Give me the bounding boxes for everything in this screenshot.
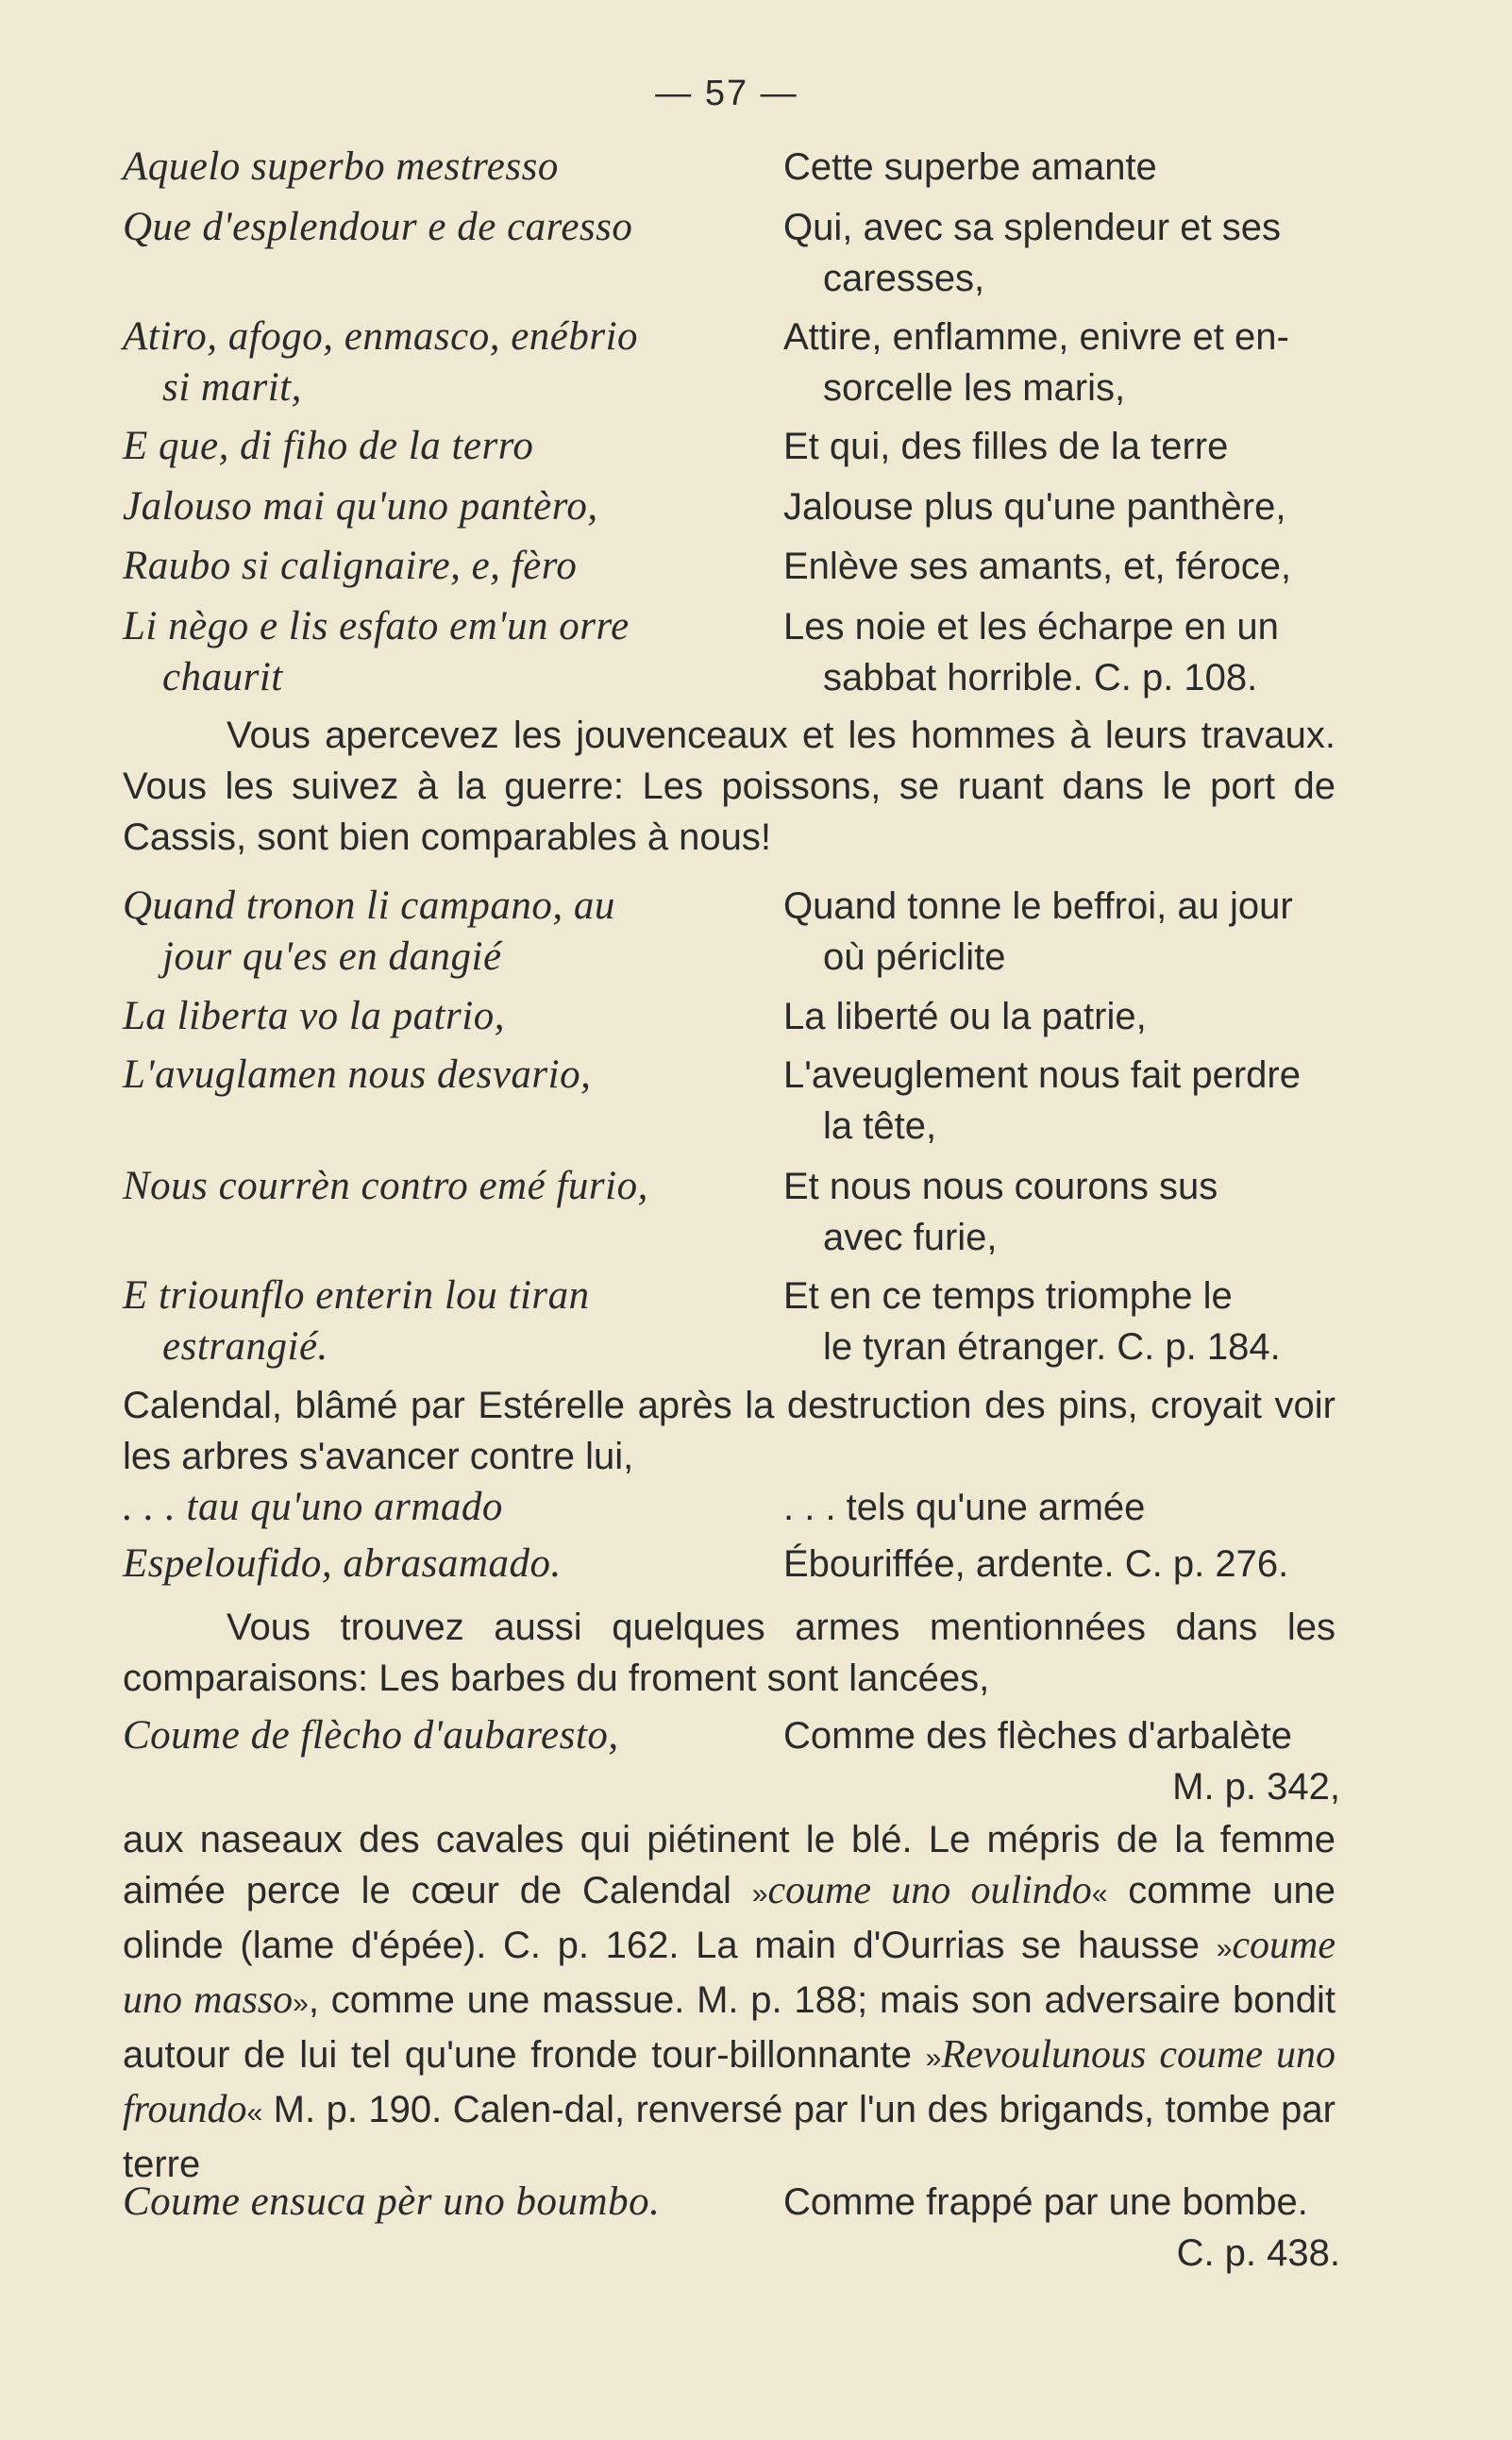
verse-pair <box>123 601 1340 703</box>
prose-paragraph: aux naseaux des cavales qui piétinent le blé. Le mépris de la femme aimée perce le cœur de Calendal »coume uno oulindo« comme une olinde (lame d'épée). C. p. 162. La main d'Ourrias se hausse »coume uno masso», comme une massue. M. p. 188; mais son adversaire bondit autour de lui tel qu'une fronde tour-billonnante »Revoulunous coume uno froundo« M. p. 190. Calen-dal, renversé par l'un des brigands, tombe par terre <box>123 1819 1336 2185</box>
french-translation: Quand tonne le beffroi, au jour où périclite <box>783 885 1293 978</box>
provencal-verse: Espeloufido, abrasamado. <box>123 1541 562 1586</box>
provencal-verse: Coume ensuca pèr uno boumbo. <box>123 2179 661 2224</box>
provencal-verse: Que d'esplendour e de caresso <box>123 205 633 249</box>
provencal-verse: Jalouso mai qu'uno pantèro, <box>123 484 598 529</box>
french-translation: Cette superbe amante <box>783 146 1157 188</box>
verse-pair <box>123 991 1340 1042</box>
prose-paragraph: Vous trouvez aussi quelques armes mentionnées dans les comparaisons: Les barbes du froment sont lancées, <box>123 1607 1336 1699</box>
french-translation: Comme frappé par une bombe. C. p. 438. <box>783 2177 1340 2279</box>
provencal-verse: E triounflo enterin lou tiran estrangié. <box>123 1273 590 1369</box>
provencal-verse: Aquelo superbo mestresso <box>123 144 559 189</box>
provencal-verse: Nous courrèn contro emé furio, <box>123 1164 648 1208</box>
verse-pair <box>123 541 1340 592</box>
provencal-verse: L'avuglamen nous desvario, <box>123 1052 592 1097</box>
provencal-verse: . . . tau qu'uno armado <box>123 1485 503 1529</box>
provencal-verse: La liberta vo la patrio, <box>123 994 505 1038</box>
verse-pair <box>123 2177 1340 2279</box>
provencal-verse: Raubo si calignaire, e, fèro <box>123 544 578 588</box>
french-translation: . . . tels qu'une armée <box>783 1487 1146 1528</box>
french-translation: Ébouriffée, ardente. C. p. 276. <box>783 1543 1289 1585</box>
verse-pair <box>123 1539 1340 1590</box>
verse-pair <box>123 1161 1340 1263</box>
french-translation: Jalouse plus qu'une panthère, <box>783 486 1286 528</box>
verse-pair <box>123 1270 1340 1372</box>
provencal-quote: coume uno masso <box>123 1924 1336 2022</box>
verse-pair <box>123 881 1340 983</box>
verse-pair <box>123 1710 1340 1812</box>
french-translation: La liberté ou la patrie, <box>783 996 1147 1037</box>
citation-ref: C. p. 438. <box>1176 2232 1340 2274</box>
french-translation: Enlève ses amants, et, féroce, <box>783 546 1292 587</box>
french-translation: Les noie et les écharpe en un sabbat horrible. C. p. 108. <box>783 606 1279 698</box>
citation-ref: M. p. 342, <box>1172 1766 1340 1808</box>
provencal-verse: Atiro, afogo, enmasco, enébrio si marit, <box>123 314 639 410</box>
verse-pair <box>123 421 1340 472</box>
verse-pair <box>123 1050 1340 1152</box>
provencal-verse: Li nègo e lis esfato em'un orre chaurit <box>123 604 630 699</box>
french-translation: Attire, enflamme, enivre et en- sorcelle les maris, <box>783 316 1289 409</box>
french-translation: L'aveuglement nous fait perdre la tête, <box>783 1054 1301 1147</box>
french-translation: Et en ce temps triomphe le le tyran étranger. C. p. 184. <box>783 1275 1281 1368</box>
provencal-quote: Revoulunous coume uno froundo <box>123 2033 1336 2131</box>
provencal-quote: coume uno oulindo <box>767 1869 1092 1912</box>
page-number: — 57 — <box>655 74 798 113</box>
french-translation: Et qui, des filles de la terre <box>783 426 1229 467</box>
french-translation: Qui, avec sa splendeur et ses caresses, <box>783 207 1281 299</box>
verse-pair <box>123 202 1340 304</box>
verse-pair <box>123 311 1340 413</box>
provencal-verse: E que, di fiho de la terro <box>123 424 534 468</box>
verse-pair <box>123 142 1340 193</box>
verse-pair <box>123 481 1340 532</box>
provencal-verse: Coume de flècho d'aubaresto, <box>123 1713 619 1758</box>
prose-paragraph: Calendal, blâmé par Estérelle après la destruction des pins, croyait voir les arbres s'avancer contre lui, <box>123 1385 1336 1477</box>
french-translation: Comme des flèches d'arbalète M. p. 342, <box>783 1710 1340 1812</box>
verse-pair <box>123 1482 1340 1533</box>
prose-paragraph: Vous apercevez les jouvenceaux et les hommes à leurs travaux. Vous les suivez à la guerre: Les poissons, se ruant dans le port de Cassis, sont bien comparables à nous! <box>123 715 1336 858</box>
provencal-verse: Quand tronon li campano, au jour qu'es en dangié <box>123 883 615 979</box>
french-translation: Et nous nous courons sus avec furie, <box>783 1166 1218 1258</box>
